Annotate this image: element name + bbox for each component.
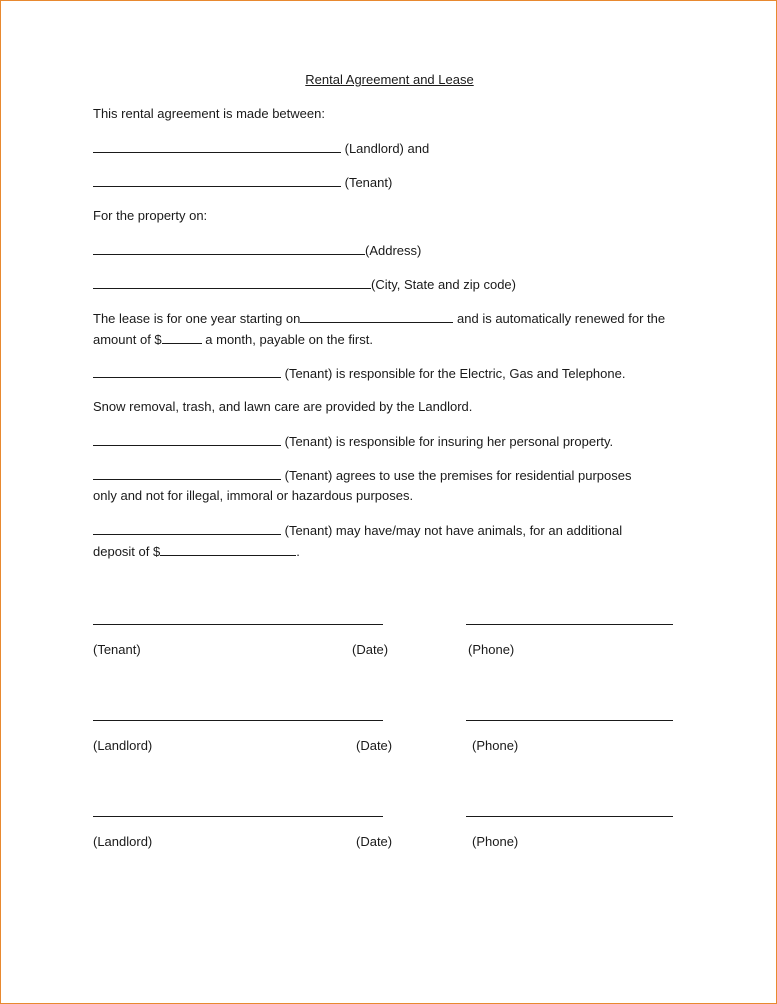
- tenant-phone-line[interactable]: [466, 624, 673, 625]
- deposit-text: deposit of $: [93, 544, 161, 559]
- utilities-line: [93, 365, 625, 382]
- tenant-label: (Tenant): [344, 175, 393, 190]
- rent-payable-text: a month, payable on the first.: [205, 332, 373, 347]
- landlord-name-blank[interactable]: [93, 140, 341, 153]
- deposit-line: [93, 543, 300, 560]
- signature-party-label: (Tenant): [93, 642, 141, 657]
- insurance-line: [93, 433, 613, 450]
- deposit-amount-blank[interactable]: [160, 543, 296, 556]
- tenant-line: [93, 174, 392, 191]
- services-text: Snow removal, trash, and lawn care are provided by the Landlord.: [93, 399, 473, 414]
- landlord-2-signature-line[interactable]: [93, 816, 383, 817]
- landlord-label: (Landlord) and: [344, 141, 430, 156]
- lease-start-date-blank[interactable]: [300, 310, 453, 323]
- city-blank[interactable]: [93, 276, 371, 289]
- tenant-name-blank[interactable]: [93, 174, 341, 187]
- use-text: (Tenant) agrees to use the premises for residential purposes: [284, 468, 632, 483]
- address-line: [93, 242, 421, 259]
- rent-amount-line: [93, 331, 373, 348]
- use-tenant-blank[interactable]: [93, 467, 281, 480]
- address-label: (Address): [365, 243, 422, 258]
- intro-text: This rental agreement is made between:: [93, 106, 325, 121]
- landlord-2-phone-line[interactable]: [466, 816, 673, 817]
- landlord-line: [93, 140, 429, 157]
- signature-date-label: (Date): [352, 642, 389, 657]
- utilities-tenant-blank[interactable]: [93, 365, 281, 378]
- signature-phone-label: (Phone): [472, 738, 519, 753]
- deposit-period: .: [296, 544, 300, 559]
- rent-amount-text: amount of $: [93, 332, 162, 347]
- insurance-text: (Tenant) is responsible for insuring her personal property.: [284, 434, 614, 449]
- insurance-tenant-blank[interactable]: [93, 433, 281, 446]
- lease-renew-text: and is automatically renewed for the: [457, 311, 666, 326]
- signature-party-label: (Landlord): [93, 834, 153, 849]
- animals-line: [93, 522, 622, 539]
- lease-term-line: [93, 310, 665, 327]
- use-text-continued: only and not for illegal, immoral or hazardous purposes.: [93, 488, 414, 503]
- use-line: [93, 467, 631, 484]
- landlord-signature-line[interactable]: [93, 720, 383, 721]
- landlord-phone-line[interactable]: [466, 720, 673, 721]
- rent-amount-blank[interactable]: [162, 331, 202, 344]
- animals-tenant-blank[interactable]: [93, 522, 281, 535]
- signature-phone-label: (Phone): [472, 834, 519, 849]
- signature-date-label: (Date): [356, 834, 393, 849]
- tenant-signature-line[interactable]: [93, 624, 383, 625]
- animals-text: (Tenant) may have/may not have animals, for an additional: [284, 523, 623, 538]
- signature-phone-label: (Phone): [468, 642, 515, 657]
- signature-party-label: (Landlord): [93, 738, 153, 753]
- address-blank[interactable]: [93, 242, 365, 255]
- city-label: (City, State and zip code): [371, 277, 516, 292]
- signature-date-label: (Date): [356, 738, 393, 753]
- utilities-text: (Tenant) is responsible for the Electric, Gas and Telephone.: [284, 366, 626, 381]
- property-intro: For the property on:: [93, 208, 208, 223]
- document-title: Rental Agreement and Lease: [305, 72, 474, 87]
- city-line: [93, 276, 516, 293]
- lease-start-text: The lease is for one year starting on: [93, 311, 301, 326]
